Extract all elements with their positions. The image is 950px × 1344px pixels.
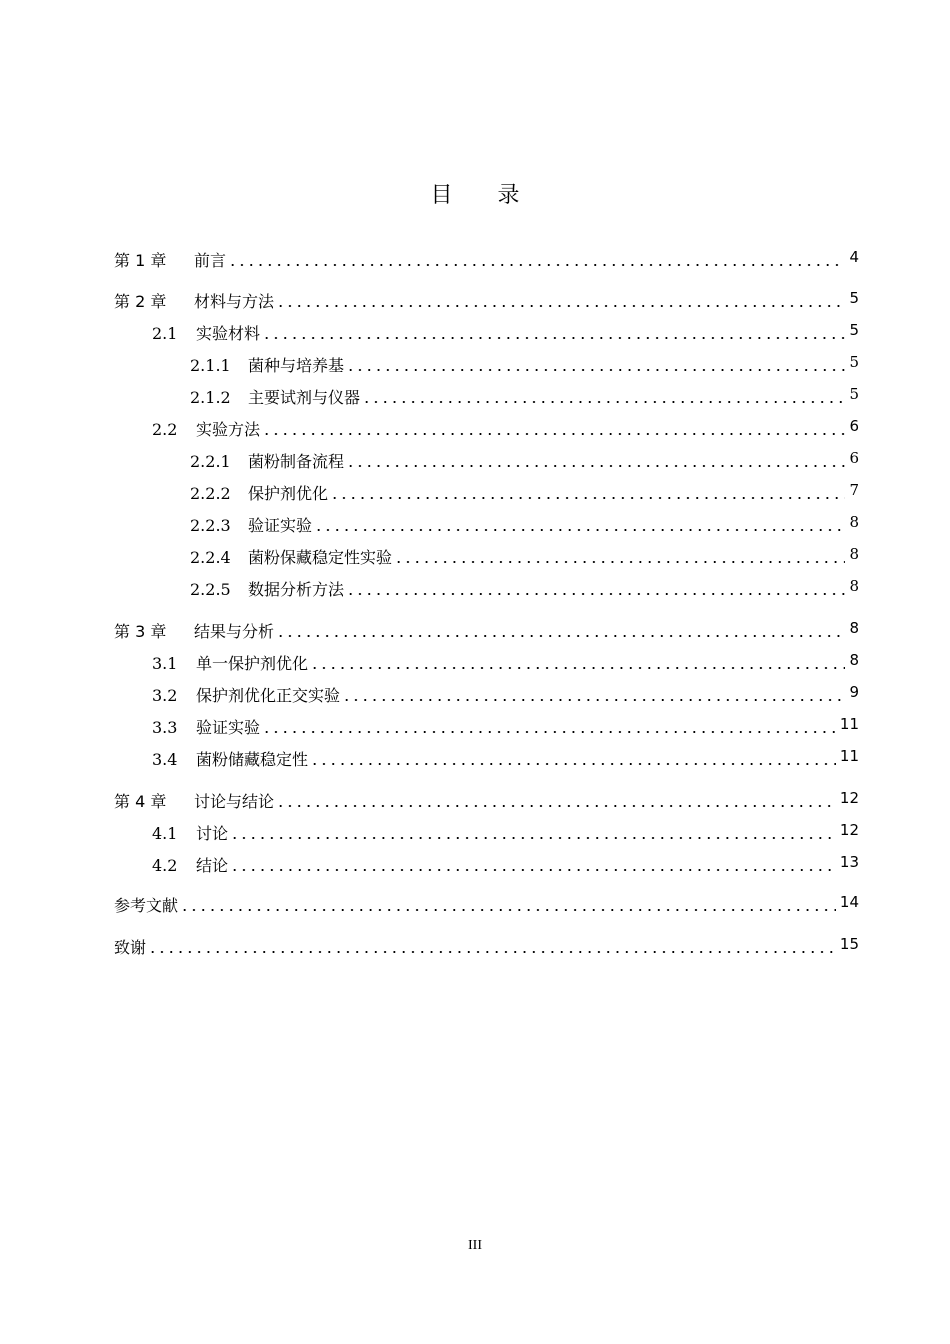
dot-leader xyxy=(310,667,845,669)
toc-entry-number: 3.2 xyxy=(152,686,178,705)
dot-leader xyxy=(342,699,845,701)
toc-entry-label xyxy=(152,417,260,440)
toc-entry[interactable] xyxy=(0,935,950,959)
toc-entry[interactable] xyxy=(0,651,950,675)
toc-entry-title: 致谢 xyxy=(114,938,147,957)
toc-entry-label xyxy=(190,353,344,376)
toc-entry-number: 2.2.5 xyxy=(190,580,231,599)
toc-entry[interactable] xyxy=(0,893,950,917)
dot-leader xyxy=(262,731,836,733)
toc-entry-number: 3.3 xyxy=(152,718,178,737)
toc-entry-number: 2.1.1 xyxy=(190,356,231,375)
toc-entry[interactable] xyxy=(0,747,950,771)
toc-entry-title: 材料与方法 xyxy=(194,292,275,311)
toc-entry-label xyxy=(114,893,178,916)
toc-entry-page-number: 8 xyxy=(849,651,859,669)
toc-entry-label xyxy=(152,821,228,844)
toc-entry-label xyxy=(114,789,274,812)
toc-entry-page-number: 11 xyxy=(839,715,859,733)
toc-entry[interactable] xyxy=(0,619,950,643)
toc-entry[interactable] xyxy=(0,577,950,601)
page-number-footer: III xyxy=(468,1238,482,1253)
toc-entry-number: 2.2.1 xyxy=(190,452,231,471)
toc-entry-number: 2.2.2 xyxy=(190,484,231,503)
toc-entry-title: 实验方法 xyxy=(196,420,261,439)
toc-entry-label xyxy=(190,513,312,536)
toc-entry-page-number: 9 xyxy=(849,683,859,701)
toc-entry-number: 2.2.3 xyxy=(190,516,231,535)
dot-leader xyxy=(228,264,845,266)
toc-entry-title: 参考文献 xyxy=(114,896,179,915)
toc-entry-title: 讨论与结论 xyxy=(194,792,275,811)
toc-entry-page-number: 12 xyxy=(839,789,859,807)
toc-entry-title: 菌粉保藏稳定性实验 xyxy=(248,548,393,567)
toc-entry-title: 保护剂优化正交实验 xyxy=(196,686,341,705)
toc-entry[interactable] xyxy=(0,513,950,537)
toc-entry[interactable] xyxy=(0,715,950,739)
dot-leader xyxy=(330,497,845,499)
toc-entry-number: 3.4 xyxy=(152,750,178,769)
toc-entry-page-number: 7 xyxy=(849,481,859,499)
toc-entry-number: 4.2 xyxy=(152,856,178,875)
toc-entry-page-number: 12 xyxy=(839,821,859,839)
dot-leader xyxy=(148,951,836,953)
toc-entry-number: 第 1 章 xyxy=(114,251,167,270)
toc-entry-number: 2.1.2 xyxy=(190,388,231,407)
dot-leader xyxy=(346,465,845,467)
toc-entry-title: 菌粉制备流程 xyxy=(248,452,345,471)
toc-entry[interactable] xyxy=(0,481,950,505)
toc-entry-label xyxy=(190,545,392,568)
toc-entry-title: 验证实验 xyxy=(248,516,313,535)
toc-entry-title: 验证实验 xyxy=(196,718,261,737)
dot-leader xyxy=(346,593,845,595)
toc-entry[interactable] xyxy=(0,449,950,473)
toc-entry-label xyxy=(114,289,274,312)
dot-leader xyxy=(262,337,845,339)
dot-leader xyxy=(276,305,845,307)
dot-leader xyxy=(310,763,836,765)
toc-entry-title: 前言 xyxy=(194,251,227,270)
toc-entry-title: 讨论 xyxy=(196,824,229,843)
toc-entry-label xyxy=(190,385,360,408)
toc-entry-title: 结论 xyxy=(196,856,229,875)
toc-entry-page-number: 6 xyxy=(849,449,859,467)
toc-entry-label xyxy=(190,577,344,600)
dot-leader xyxy=(230,837,836,839)
dot-leader xyxy=(262,433,845,435)
toc-entry-page-number: 8 xyxy=(849,577,859,595)
toc-entry-title: 实验材料 xyxy=(196,324,261,343)
toc-entry-title: 菌粉储藏稳定性 xyxy=(196,750,309,769)
dot-leader xyxy=(314,529,845,531)
toc-title-char-2: 录 xyxy=(497,183,520,208)
toc-entry[interactable] xyxy=(0,321,950,345)
toc-entry-label xyxy=(152,715,260,738)
toc-entry[interactable] xyxy=(0,789,950,813)
toc-entry[interactable] xyxy=(0,385,950,409)
toc-entry-number: 第 4 章 xyxy=(114,792,167,811)
toc-entry-page-number: 8 xyxy=(849,545,859,563)
toc-entry[interactable] xyxy=(0,353,950,377)
toc-entry-number: 4.1 xyxy=(152,824,178,843)
dot-leader xyxy=(180,909,836,911)
toc-entry[interactable] xyxy=(0,683,950,707)
toc-entry[interactable] xyxy=(0,821,950,845)
toc-entry-page-number: 5 xyxy=(849,289,859,307)
toc-entry-label xyxy=(152,683,340,706)
toc-entry-label xyxy=(152,321,260,344)
toc-title-char-1: 目 xyxy=(430,183,453,208)
toc-entry-label xyxy=(152,853,228,876)
toc-entry-label xyxy=(190,449,344,472)
toc-entry-page-number: 15 xyxy=(839,935,859,953)
toc-entry-page-number: 5 xyxy=(849,353,859,371)
toc-entry-number: 2.1 xyxy=(152,324,178,343)
toc-entry-page-number: 11 xyxy=(839,747,859,765)
toc-entry-page-number: 8 xyxy=(849,619,859,637)
toc-entry-label xyxy=(190,481,328,504)
toc-entry-number: 2.2.4 xyxy=(190,548,231,567)
toc-entry-number: 第 2 章 xyxy=(114,292,167,311)
toc-entry-label xyxy=(114,935,146,958)
toc-entry[interactable] xyxy=(0,853,950,877)
toc-entry-number: 2.2 xyxy=(152,420,178,439)
toc-entry[interactable] xyxy=(0,248,950,272)
toc-entry-page-number: 13 xyxy=(839,853,859,871)
dot-leader xyxy=(230,869,836,871)
toc-entry-title: 菌种与培养基 xyxy=(248,356,345,375)
toc-entry[interactable] xyxy=(0,545,950,569)
toc-entry-title: 主要试剂与仪器 xyxy=(248,388,361,407)
toc-entry-label xyxy=(152,747,308,770)
toc-entry-page-number: 5 xyxy=(849,385,859,403)
toc-entry-page-number: 5 xyxy=(849,321,859,339)
toc-title xyxy=(0,178,950,209)
toc-entry-number: 第 3 章 xyxy=(114,622,167,641)
toc-entry-page-number: 14 xyxy=(839,893,859,911)
toc-entry-title: 数据分析方法 xyxy=(248,580,345,599)
toc-entry-number: 3.1 xyxy=(152,654,178,673)
dot-leader xyxy=(276,635,845,637)
toc-entry-label xyxy=(114,619,274,642)
toc-entry-title: 结果与分析 xyxy=(194,622,275,641)
toc-entry-page-number: 8 xyxy=(849,513,859,531)
toc-entry-title: 保护剂优化 xyxy=(248,484,329,503)
toc-entry-page-number: 6 xyxy=(849,417,859,435)
toc-entry-title: 单一保护剂优化 xyxy=(196,654,309,673)
dot-leader xyxy=(276,805,836,807)
dot-leader xyxy=(362,401,845,403)
toc-entry[interactable] xyxy=(0,417,950,441)
dot-leader xyxy=(346,369,845,371)
toc-entry[interactable] xyxy=(0,289,950,313)
toc-entry-label xyxy=(152,651,308,674)
dot-leader xyxy=(394,561,845,563)
toc-entry-page-number: 4 xyxy=(849,248,859,266)
toc-entry-label xyxy=(114,248,226,271)
